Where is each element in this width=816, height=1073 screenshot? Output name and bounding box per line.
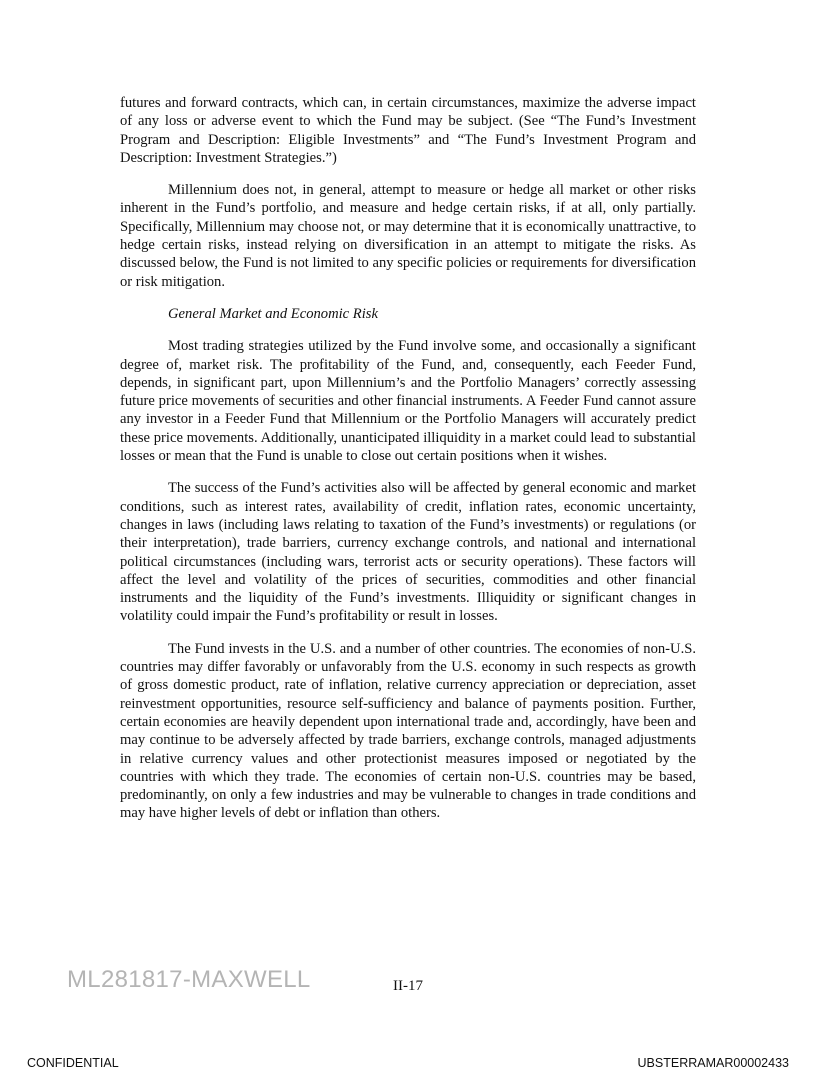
section-subheading: General Market and Economic Risk <box>168 305 378 322</box>
bates-number: UBSTERRAMAR00002433 <box>637 1056 789 1070</box>
bates-watermark: ML281817-MAXWELL <box>67 966 311 993</box>
confidential-label: CONFIDENTIAL <box>27 1056 119 1070</box>
paragraph-2: Millennium does not, in general, attempt to measure or hedge all market or other risks inherent in the Fund’s portfolio, and measure and hedge certain risks, if at all, only partially. Specifically, Millennium may choose not, or may determine that it is economically unattractive, to hedge certain risks, instead relying on diversification in an attempt to mitigate the risks. As discussed below, the Fund is not limited to any specific policies or requirements for diversification or risk mitigation. <box>120 182 696 290</box>
document-body <box>120 94 696 837</box>
paragraph-4: The success of the Fund’s activities also will be affected by general economic and market conditions, such as interest rates, availability of credit, inflation rates, economic uncertainty, changes in laws (including laws relating to taxation of the Fund’s investments) or regulations (or their interpretation), trade barriers, currency exchange controls, and national and international political circumstances (including wars, terrorist acts or security operations). These factors will affect the level and volatility of the prices of securities, commodities and other financial instruments and the liquidity of the Fund’s investments. Illiquidity or significant changes in volatility could impair the Fund’s profitability or result in losses. <box>120 480 696 625</box>
paragraph-1: futures and forward contracts, which can, in certain circumstances, maximize the adverse impact of any loss or adverse event to which the Fund may be subject. (See “The Fund’s Investment Program and Description: Eligible Investments” and “The Fund’s Investment Program and Description: Investment Strategies.”) <box>120 95 696 166</box>
page-number: II-17 <box>393 978 423 994</box>
paragraph-5: The Fund invests in the U.S. and a number of other countries. The economies of non-U.S. countries may differ favorably or unfavorably from the U.S. economy in such respects as growth of gross domestic product, rate of inflation, relative currency appreciation or depreciation, asset reinvestment opportunities, resource self-sufficiency and balance of payments position. Further, certain economies are heavily dependent upon international trade and, accordingly, have been and may continue to be adversely affected by trade barriers, exchange controls, managed adjustments in relative currency values and other protectionist measures imposed or negotiated by the countries with which they trade. The economies of certain non-U.S. countries may be based, predominantly, on only a few industries and may be vulnerable to changes in trade conditions and may have higher levels of debt or inflation than others. <box>120 640 696 822</box>
paragraph-3: Most trading strategies utilized by the Fund involve some, and occasionally a significant degree of, market risk. The profitability of the Fund, and, consequently, each Feeder Fund, depends, in significant part, upon Millennium’s and the Portfolio Managers’ correctly assessing future price movements of securities and other financial instruments. A Feeder Fund cannot assure any investor in a Feeder Fund that Millennium or the Portfolio Managers will accurately predict these price movements. Additionally, unanticipated illiquidity in a market could lead to substantial losses or mean that the Fund is unable to close out certain positions when it wishes. <box>120 338 696 465</box>
